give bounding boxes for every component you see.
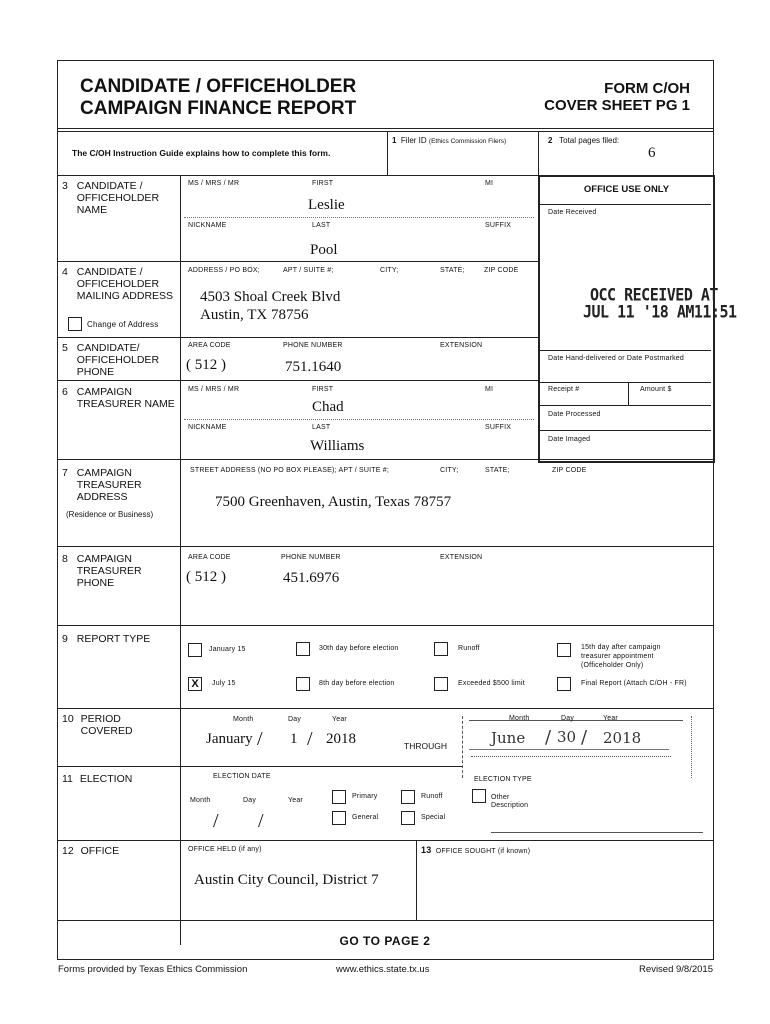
treasurer-first-name[interactable]: Chad: [312, 399, 344, 415]
rule: [540, 382, 711, 383]
section-title: PERIOD COVERED: [80, 713, 133, 737]
mi-label: MI: [485, 180, 494, 187]
rule: [57, 261, 538, 262]
mi-label: MI: [485, 386, 494, 393]
rule: [57, 380, 538, 381]
last-label: LAST: [312, 424, 331, 431]
total-pages-label: Total pages filed:: [559, 136, 620, 145]
treasurer-address[interactable]: 7500 Greenhaven, Austin, Texas 78757: [215, 494, 452, 510]
amount-label: Amount $: [640, 386, 672, 393]
election-day-label: Day: [243, 797, 257, 804]
date-hand-delivered-label: Date Hand-delivered or Date Postmarked: [548, 355, 684, 362]
election-other-checkbox[interactable]: [472, 789, 486, 803]
form-id-code: FORM C/OH: [604, 80, 690, 97]
frame-top: [57, 60, 714, 61]
form-title-line1: CANDIDATE / OFFICEHOLDER: [80, 76, 357, 97]
rule: [57, 337, 538, 338]
section-number: 6: [62, 386, 68, 398]
election-type-label: ELECTION TYPE: [474, 776, 532, 783]
treasurer-last-name[interactable]: Williams: [310, 438, 365, 454]
to-month-label: Month: [509, 715, 530, 722]
section-5-label: [62, 342, 175, 378]
date-slash: /: [581, 727, 588, 748]
candidate-phone-number[interactable]: 751.1640: [285, 359, 342, 375]
office-sought-label: OFFICE SOUGHT (if known): [435, 848, 531, 855]
date-slash: /: [257, 728, 263, 750]
from-month-label: Month: [233, 716, 254, 723]
section-number: 5: [62, 342, 68, 354]
filer-id-field[interactable]: [392, 136, 506, 145]
section-13-label: [421, 845, 530, 855]
filer-id-label: Filer ID: [400, 136, 427, 145]
footer-website[interactable]: www.ethics.state.tx.us: [336, 964, 430, 975]
report-final-label: Final Report (Attach C/OH - FR): [581, 680, 687, 687]
treasurer-phone-number[interactable]: 451.6976: [283, 570, 340, 586]
election-general-label: General: [352, 814, 379, 821]
rule: [469, 749, 669, 750]
date-received-label: Date Received: [548, 209, 597, 216]
report-exceeded-checkbox[interactable]: [434, 677, 448, 691]
report-final-checkbox[interactable]: [557, 677, 571, 691]
rule: [57, 131, 714, 132]
section-12-label: [62, 845, 119, 857]
total-pages-value: 6: [648, 145, 656, 161]
section-6-label: [62, 386, 175, 410]
report-jan15-checkbox[interactable]: [188, 643, 202, 657]
rule: [57, 546, 714, 547]
zip-label: ZIP CODE: [552, 467, 587, 474]
extension-label: EXTENSION: [440, 554, 483, 561]
received-stamp-line2: JUL 11 '18 AM11:51: [583, 301, 737, 323]
frame-bottom: [57, 959, 714, 960]
election-other-label: Other: [491, 794, 510, 801]
election-month-label: Month: [190, 797, 211, 804]
section-title: ELECTION: [79, 773, 133, 785]
to-year-label: Year: [603, 715, 618, 722]
report-30th-checkbox[interactable]: [296, 642, 310, 656]
section-title: OFFICE: [80, 845, 120, 857]
state-label: STATE;: [485, 467, 510, 474]
report-runoff-label: Runoff: [458, 645, 480, 652]
date-imaged-label: Date Imaged: [548, 436, 591, 443]
to-day-label: Day: [561, 715, 575, 722]
street-address-label: STREET ADDRESS (NO PO BOX PLEASE); APT / SUITE #;: [190, 467, 389, 474]
rule: [538, 131, 539, 175]
section-title: CAMPAIGN TREASURER NAME: [76, 386, 175, 410]
nickname-label: NICKNAME: [188, 424, 227, 431]
date-slash: /: [213, 810, 219, 832]
date-processed-label: Date Processed: [548, 411, 601, 418]
rule: [57, 766, 462, 767]
report-15th-label: 15th day after campaign treasurer appointment (Officeholder Only): [581, 644, 661, 669]
date-slash: /: [545, 727, 552, 748]
form-title-line2: CAMPAIGN FINANCE REPORT: [80, 98, 357, 119]
section-number: 11: [62, 773, 73, 785]
period-from-day[interactable]: 1: [290, 731, 298, 747]
footer-revised: Revised 9/8/2015: [639, 964, 713, 975]
report-exceeded-label: Exceeded $500 limit: [458, 680, 525, 687]
section-9-label: [62, 633, 150, 645]
rule: [57, 708, 714, 709]
rule: [540, 350, 711, 351]
section-title: CAMPAIGN TREASURER PHONE: [76, 553, 142, 589]
treasurer-area-code[interactable]: ( 512 ): [186, 569, 226, 585]
suffix-label: SUFFIX: [485, 424, 512, 431]
from-day-label: Day: [288, 716, 302, 723]
apt-label: APT / SUITE #;: [283, 267, 334, 274]
date-slash: /: [258, 810, 264, 832]
section-10-label: [62, 713, 161, 737]
section-number: 8: [62, 553, 68, 565]
ms-mrs-mr-label: MS / MRS / MR: [188, 180, 240, 187]
last-label: LAST: [312, 222, 331, 229]
frame-left: [57, 60, 58, 960]
city-label: CITY;: [380, 267, 399, 274]
election-general-checkbox[interactable]: [332, 811, 346, 825]
section-title: CAMPAIGN TREASURER ADDRESS: [76, 467, 142, 503]
form-title: [80, 76, 356, 120]
through-date-stamp: [462, 716, 692, 778]
section-number: 9: [62, 633, 68, 645]
go-to-page-2: GO TO PAGE 2: [339, 934, 431, 948]
rule: [387, 131, 388, 175]
candidate-address-line2[interactable]: Austin, TX 78756: [200, 307, 309, 323]
report-jul15-label: July 15: [212, 680, 236, 687]
footer-provided-by: Forms provided by Texas Ethics Commission: [58, 964, 248, 975]
dotted-rule: [184, 217, 534, 218]
rule: [57, 625, 714, 626]
zip-label: ZIP CODE: [484, 267, 519, 274]
candidate-area-code[interactable]: ( 512 ): [186, 357, 226, 373]
section-number: 3: [62, 180, 68, 192]
rule: [469, 720, 683, 721]
report-jan15-label: January 15: [209, 646, 246, 653]
change-of-address-checkbox[interactable]: [68, 317, 82, 331]
state-label: STATE;: [440, 267, 465, 274]
first-label: FIRST: [312, 180, 334, 187]
change-of-address-label: Change of Address: [87, 320, 159, 329]
report-15th-checkbox[interactable]: [557, 643, 571, 657]
extension-label: EXTENSION: [440, 342, 483, 349]
election-special-checkbox[interactable]: [401, 811, 415, 825]
form-id: [544, 80, 690, 114]
report-8th-checkbox[interactable]: [296, 677, 310, 691]
section-number: 10: [62, 713, 74, 725]
office-held-value[interactable]: Austin City Council, District 7: [194, 872, 379, 888]
first-label: FIRST: [312, 386, 334, 393]
through-label: THROUGH: [404, 741, 447, 751]
dotted-rule: [184, 419, 534, 420]
section-title: REPORT TYPE: [76, 633, 151, 645]
candidate-address-line1[interactable]: 4503 Shoal Creek Blvd: [200, 289, 341, 305]
period-from-year[interactable]: 2018: [326, 731, 356, 747]
section-title: CANDIDATE/ OFFICEHOLDER PHONE: [76, 342, 160, 378]
rule: [491, 832, 703, 833]
section-number: 4: [62, 266, 68, 278]
instructions-text: The C/OH Instruction Guide explains how to complete this form.: [72, 148, 331, 158]
rule: [57, 920, 714, 921]
section-number: 13: [421, 845, 432, 855]
office-held-label: OFFICE HELD (if any): [188, 846, 262, 853]
rule: [416, 840, 417, 920]
period-from-month[interactable]: January: [206, 731, 253, 747]
section-number: 12: [62, 845, 74, 857]
rule: [57, 128, 714, 129]
election-date-label: ELECTION DATE: [213, 773, 271, 780]
section-3-label: [62, 180, 175, 216]
phone-number-label: PHONE NUMBER: [283, 342, 343, 349]
rule: [57, 459, 714, 460]
candidate-first-name[interactable]: Leslie: [308, 197, 345, 213]
report-8th-label: 8th day before election: [319, 680, 395, 687]
report-30th-label: 30th day before election: [319, 645, 399, 652]
section-4-label: [62, 266, 175, 302]
from-year-label: Year: [332, 716, 347, 723]
candidate-last-name[interactable]: Pool: [310, 242, 338, 258]
section-title: CANDIDATE / OFFICEHOLDER NAME: [76, 180, 160, 216]
rule: [540, 405, 711, 406]
rule: [628, 382, 629, 405]
suffix-label: SUFFIX: [485, 222, 512, 229]
residence-note: (Residence or Business): [66, 510, 154, 519]
election-runoff-label: Runoff: [421, 793, 443, 800]
receipt-label: Receipt #: [548, 386, 580, 393]
filer-id-number: 1: [392, 136, 397, 145]
date-slash: /: [307, 728, 313, 750]
period-to-year[interactable]: 2018: [603, 729, 642, 747]
election-runoff-checkbox[interactable]: [401, 790, 415, 804]
area-code-label: AREA CODE: [188, 342, 231, 349]
rule: [540, 204, 711, 205]
total-pages-number: 2: [548, 136, 553, 145]
report-runoff-checkbox[interactable]: [434, 642, 448, 656]
phone-number-label: PHONE NUMBER: [281, 554, 341, 561]
total-pages-field[interactable]: [548, 136, 619, 145]
election-primary-checkbox[interactable]: [332, 790, 346, 804]
period-to-month[interactable]: June: [491, 729, 526, 747]
dotted-rule: [471, 756, 671, 757]
section-number: 7: [62, 467, 68, 479]
report-jul15-checkbox[interactable]: X: [188, 677, 202, 691]
election-description-label: Description: [491, 802, 529, 809]
rule: [540, 430, 711, 431]
filer-id-note: (Ethics Commission Filers): [428, 138, 507, 145]
form-id-page: COVER SHEET PG 1: [544, 97, 690, 114]
section-8-label: [62, 553, 175, 589]
section-title: CANDIDATE / OFFICEHOLDER MAILING ADDRESS: [76, 266, 174, 302]
area-code-label: AREA CODE: [188, 554, 231, 561]
rule: [57, 840, 714, 841]
election-special-label: Special: [421, 814, 446, 821]
section-11-label: [62, 773, 132, 785]
address-label: ADDRESS / PO BOX;: [188, 267, 260, 274]
period-to-day[interactable]: 30: [557, 728, 577, 746]
election-primary-label: Primary: [352, 793, 378, 800]
section-7-label: [62, 467, 175, 503]
ms-mrs-mr-label: MS / MRS / MR: [188, 386, 240, 393]
received-stamp-line1: OCC RECEIVED AT: [590, 284, 718, 306]
city-label: CITY;: [440, 467, 459, 474]
office-use-title: OFFICE USE ONLY: [583, 184, 670, 195]
rule: [180, 175, 181, 945]
election-year-label: Year: [288, 797, 303, 804]
nickname-label: NICKNAME: [188, 222, 227, 229]
